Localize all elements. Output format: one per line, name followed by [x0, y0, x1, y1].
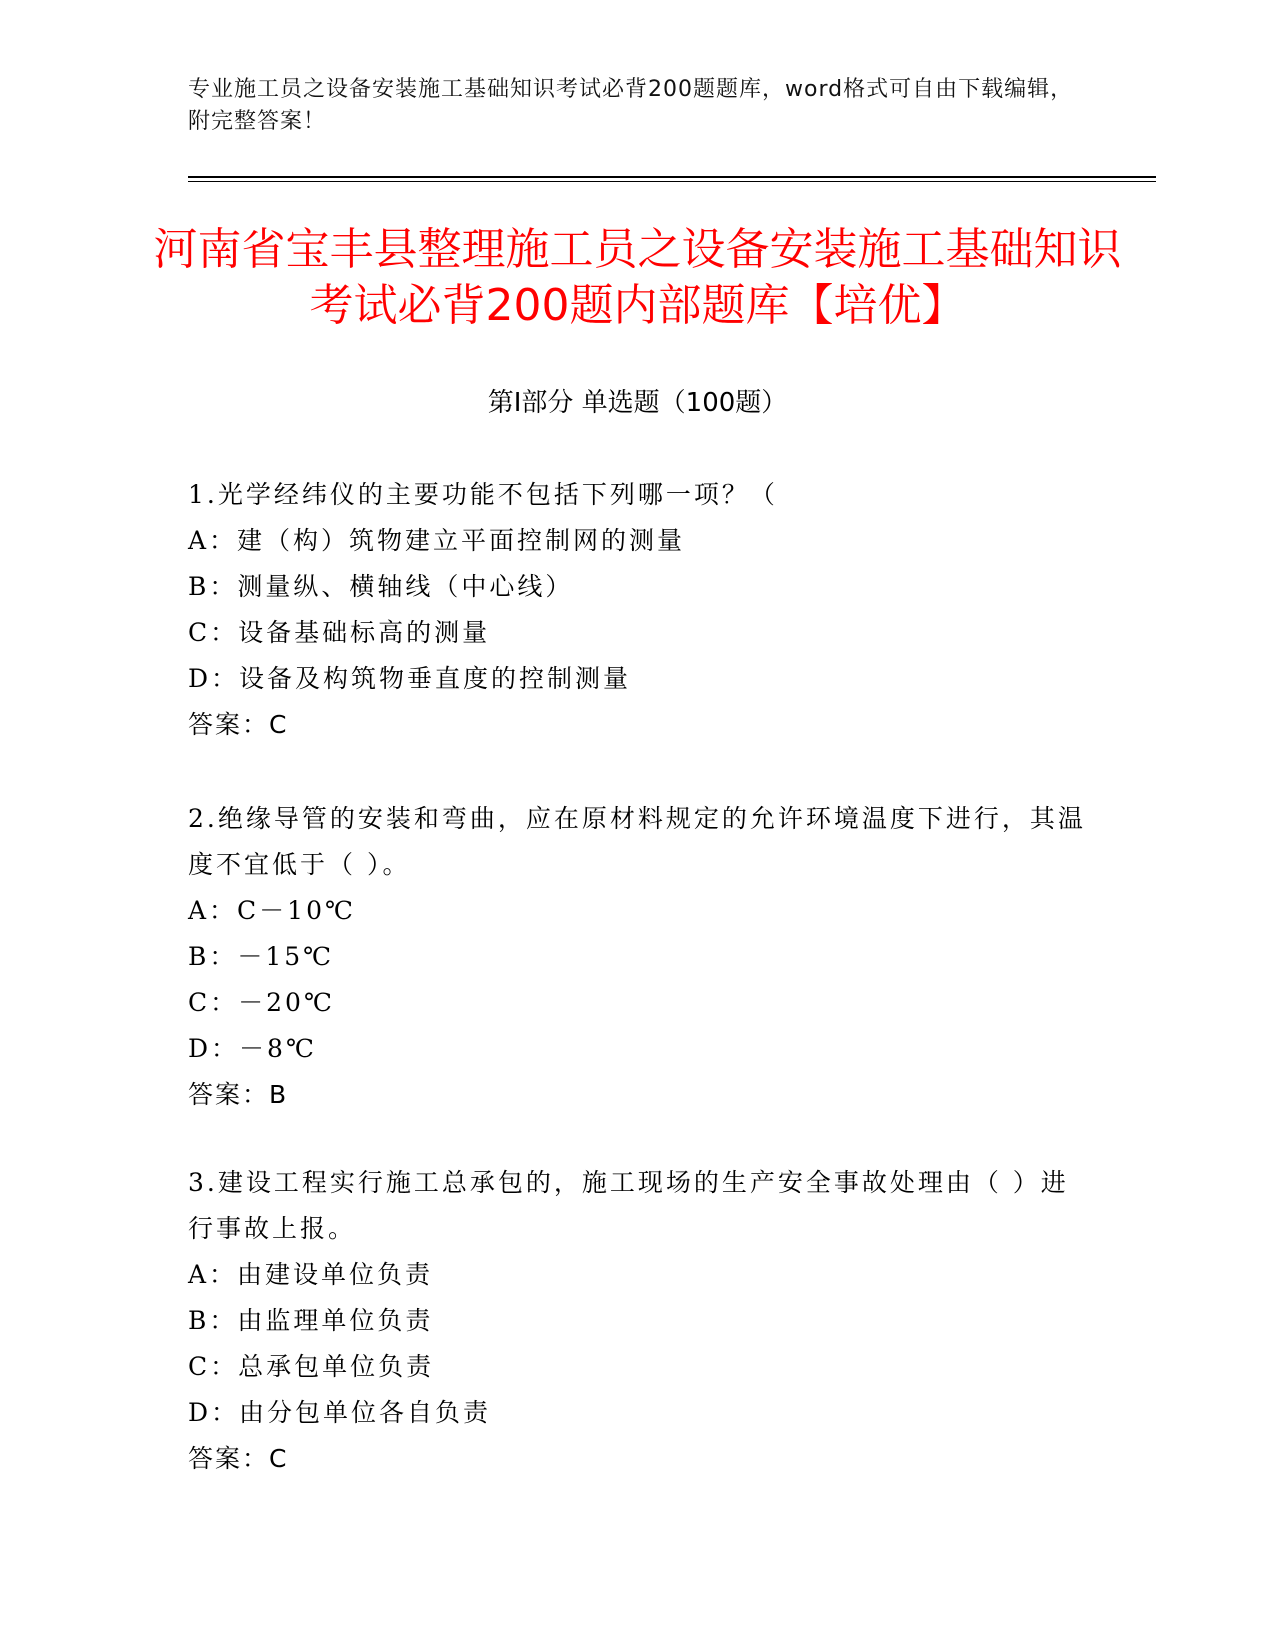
question-stem: 1.光学经纬仪的主要功能不包括下列哪一项？（: [188, 480, 778, 509]
option-b: B：－15℃: [188, 942, 335, 971]
document-title: 河南省宝丰县整理施工员之设备安装施工基础知识考试必背200题内部题库【培优】: [153, 224, 1122, 331]
option-b: B：测量纵、横轴线（中心线）: [188, 572, 574, 601]
option-c: C：设备基础标高的测量: [188, 618, 491, 647]
answer: 答案：C: [188, 710, 289, 739]
question-2: [188, 796, 1088, 1118]
answer: 答案：B: [188, 1080, 289, 1109]
header-note: 专业施工员之设备安装施工基础知识考试必背200题题库，word格式可自由下载编辑，附完整答案！: [188, 77, 1074, 134]
option-a: A：由建设单位负责: [188, 1260, 434, 1289]
option-d: D：－8℃: [188, 1034, 317, 1063]
option-d: D：设备及构筑物垂直度的控制测量: [188, 664, 632, 693]
option-c: C：－20℃: [188, 988, 335, 1017]
option-c: C：总承包单位负责: [188, 1352, 435, 1381]
option-d: D：由分包单位各自负责: [188, 1398, 492, 1427]
question-stem: 3.建设工程实行施工总承包的，施工现场的生产安全事故处理由（ ）进行事故上报。: [188, 1168, 1069, 1243]
header-divider-thin: [188, 181, 1156, 182]
question-stem: 2.绝缘导管的安装和弯曲，应在原材料规定的允许环境温度下进行，其温度不宜低于（ ）。: [188, 804, 1086, 879]
option-a: A：建（构）筑物建立平面控制网的测量: [188, 526, 686, 555]
answer: 答案：C: [188, 1444, 289, 1473]
question-1: [188, 472, 1088, 748]
header-divider-thick: [188, 176, 1156, 178]
option-b: B：由监理单位负责: [188, 1306, 434, 1335]
section-title: 第Ⅰ部分 单选题（100题）: [487, 388, 788, 418]
question-3: [188, 1160, 1088, 1482]
option-a: A：C－10℃: [188, 896, 356, 925]
